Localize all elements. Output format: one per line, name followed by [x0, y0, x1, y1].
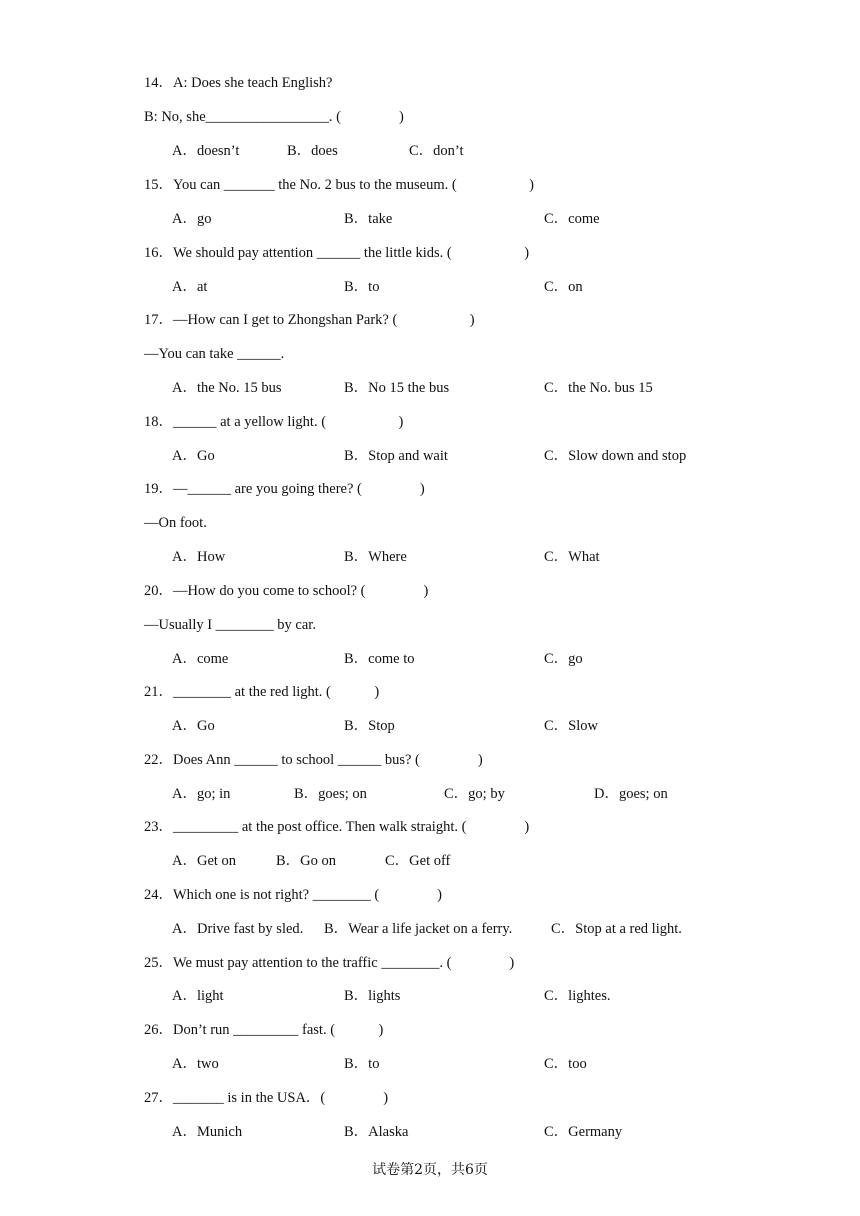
question-20-line-2: —Usually I ________ by car. [144, 617, 316, 633]
question-20-option-c: C．go [544, 651, 583, 667]
question-18-option-b: B．Stop and wait [344, 448, 448, 464]
question-27-option-b: B．Alaska [344, 1124, 409, 1140]
question-17-line-2: —You can take ______. [144, 346, 285, 362]
question-16-option-b: B．to [344, 279, 380, 295]
question-20-option-a: A．come [172, 651, 229, 667]
question-22-option-c: C．go; by [444, 786, 505, 802]
question-15-option-a: A．go [172, 211, 212, 227]
question-22-stem: 22．Does Ann ______ to school ______ bus? ( ) [144, 752, 483, 768]
question-15-option-c: C．come [544, 211, 600, 227]
question-23-option-a: A．Get on [172, 853, 237, 869]
question-14-option-c: C．don’t [409, 143, 464, 159]
question-24-stem: 24．Which one is not right? ________ ( ) [144, 887, 443, 903]
question-26-stem: 26．Don’t run _________ fast. ( ) [144, 1022, 384, 1038]
question-15-option-b: B．take [344, 211, 393, 227]
question-16-stem: 16．We should pay attention ______ the little kids. ( ) [144, 245, 530, 261]
page-footer: 试卷第2页，共6页 [372, 1162, 488, 1178]
question-25-stem: 25．We must pay attention to the traffic ________. ( ) [144, 955, 515, 971]
question-24-option-c: C．Stop at a red light. [551, 921, 682, 937]
question-19-option-a: A．How [172, 549, 226, 565]
question-17-option-a: A．the No. 15 bus [172, 380, 282, 396]
question-18-option-a: A．Go [172, 448, 215, 464]
question-17-option-c: C．the No. bus 15 [544, 380, 653, 396]
question-22-option-d: D．goes; on [594, 786, 668, 802]
question-25-option-c: C．lightes. [544, 988, 611, 1004]
question-22-option-b: B．goes; on [294, 786, 367, 802]
question-25-option-a: A．light [172, 988, 224, 1004]
question-21-option-c: C．Slow [544, 718, 598, 734]
question-26-option-b: B．to [344, 1056, 380, 1072]
question-23-stem: 23．_________ at the post office. Then walk straight. ( ) [144, 819, 530, 835]
question-18-option-c: C．Slow down and stop [544, 448, 687, 464]
question-24-option-a: A．Drive fast by sled. [172, 921, 304, 937]
question-14-option-b: B．does [287, 143, 338, 159]
question-21-option-b: B．Stop [344, 718, 395, 734]
question-17-option-b: B．No 15 the bus [344, 380, 450, 396]
question-23-option-b: B．Go on [276, 853, 337, 869]
question-16-option-c: C．on [544, 279, 583, 295]
question-23-option-c: C．Get off [385, 853, 451, 869]
question-20-stem: 20．—How do you come to school? ( ) [144, 583, 429, 599]
question-27-option-c: C．Germany [544, 1124, 623, 1140]
question-19-option-b: B．Where [344, 549, 407, 565]
question-26-option-c: C．too [544, 1056, 587, 1072]
question-27-option-a: A．Munich [172, 1124, 243, 1140]
question-19-option-c: C．What [544, 549, 600, 565]
question-15-stem: 15．You can _______ the No. 2 bus to the museum. ( ) [144, 177, 535, 193]
question-14-stem: 14．A: Does she teach English? [144, 75, 333, 91]
question-24-option-b: B．Wear a life jacket on a ferry. [324, 921, 513, 937]
question-19-line-2: —On foot. [144, 515, 207, 531]
question-21-stem: 21．________ at the red light. ( ) [144, 684, 380, 700]
question-16-option-a: A．at [172, 279, 208, 295]
question-18-stem: 18．______ at a yellow light. ( ) [144, 414, 404, 430]
question-27-stem: 27．_______ is in the USA．( ) [144, 1090, 389, 1106]
question-14-option-a: A．doesn’t [172, 143, 240, 159]
question-14-line-2: B: No, she_________________. ( ) [144, 109, 404, 125]
question-22-option-a: A．go; in [172, 786, 231, 802]
question-21-option-a: A．Go [172, 718, 215, 734]
question-19-stem: 19．—______ are you going there? ( ) [144, 481, 425, 497]
question-25-option-b: B．lights [344, 988, 401, 1004]
question-20-option-b: B．come to [344, 651, 415, 667]
question-26-option-a: A．two [172, 1056, 219, 1072]
question-17-stem: 17．—How can I get to Zhongshan Park? ( ) [144, 312, 475, 328]
